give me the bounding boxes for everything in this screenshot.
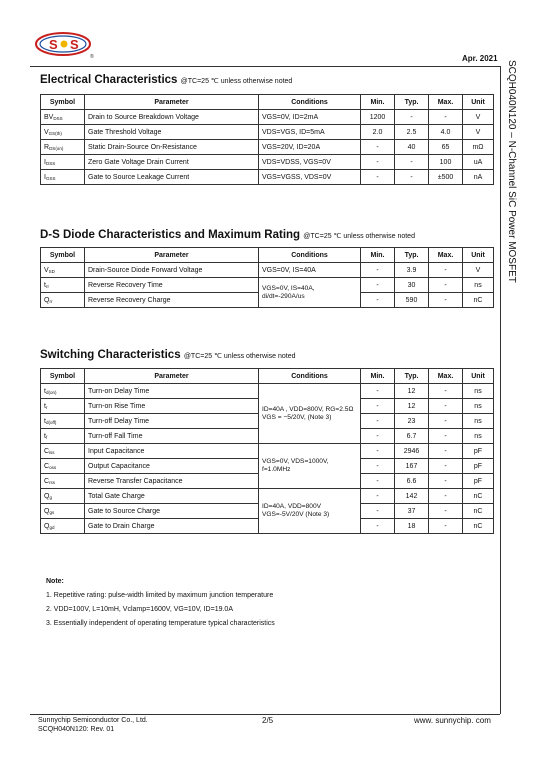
- symbol-letter: Q: [44, 522, 50, 530]
- symbol-subscript: iss: [49, 449, 55, 455]
- value-cell: -: [361, 155, 395, 170]
- value-cell: 100: [429, 155, 463, 170]
- condition-cell: VGS=VGSS, VDS=0V: [259, 170, 361, 185]
- parameter-cell: Drain-Source Diode Forward Voltage: [85, 263, 259, 278]
- column-header: Max.: [429, 369, 463, 384]
- condition-cell: VDS=VDSS, VGS=0V: [259, 155, 361, 170]
- symbol-cell: [41, 519, 85, 534]
- column-header: Min.: [361, 95, 395, 110]
- value-cell: ns: [463, 414, 494, 429]
- value-cell: -: [361, 263, 395, 278]
- symbol-subscript: oss: [49, 464, 57, 470]
- table-row: [41, 278, 494, 293]
- value-cell: 2.0: [361, 125, 395, 140]
- value-cell: -: [429, 444, 463, 459]
- condition-cell: ID=40A , VDD=800V, RG=2.5Ω VGS = −5/20V, (Note 3): [259, 384, 361, 444]
- note-item: 1. Repetitive rating: pulse-width limited by maximum junction temperature: [46, 592, 274, 599]
- symbol-letter: t: [44, 387, 46, 395]
- column-header: Conditions: [259, 369, 361, 384]
- symbol-cell: [41, 125, 85, 140]
- value-cell: nC: [463, 519, 494, 534]
- column-header: Typ.: [395, 95, 429, 110]
- value-cell: ns: [463, 399, 494, 414]
- symbol-letter: Q: [44, 507, 50, 515]
- notes: [46, 578, 275, 634]
- symbol-letter: V: [44, 128, 49, 136]
- symbol-letter: Q: [44, 492, 50, 500]
- document-date: Apr. 2021: [462, 54, 498, 63]
- symbol-letter: t: [44, 402, 46, 410]
- symbol-letter: t: [44, 432, 46, 440]
- column-header: Conditions: [259, 248, 361, 263]
- parameter-cell: Zero Gate Voltage Drain Current: [85, 155, 259, 170]
- column-header: Conditions: [259, 95, 361, 110]
- value-cell: -: [361, 293, 395, 308]
- parameter-cell: Drain to Source Breakdown Voltage: [85, 110, 259, 125]
- symbol-cell: [41, 278, 85, 293]
- value-cell: -: [361, 140, 395, 155]
- column-header: Min.: [361, 248, 395, 263]
- value-cell: 2.5: [395, 125, 429, 140]
- table-row: [41, 263, 494, 278]
- symbol-letter: V: [44, 266, 49, 274]
- symbol-cell: [41, 504, 85, 519]
- condition-cell: VGS=0V, ID=2mA: [259, 110, 361, 125]
- value-cell: -: [429, 519, 463, 534]
- symbol-subscript: SD: [48, 268, 55, 274]
- table-header-row: [41, 369, 494, 384]
- notes-title: Note:: [46, 578, 64, 585]
- value-cell: 12: [395, 399, 429, 414]
- column-header: Max.: [429, 95, 463, 110]
- table-row: [41, 155, 494, 170]
- column-header: Unit: [463, 95, 494, 110]
- symbol-cell: [41, 444, 85, 459]
- symbol-subscript: rss: [49, 479, 56, 485]
- table-header-row: [41, 248, 494, 263]
- column-header: Unit: [463, 369, 494, 384]
- value-cell: -: [429, 399, 463, 414]
- value-cell: V: [463, 263, 494, 278]
- symbol-letter: C: [44, 462, 50, 470]
- symbol-letter: t: [44, 281, 46, 289]
- column-header: Min.: [361, 369, 395, 384]
- parameter-cell: Reverse Recovery Charge: [85, 293, 259, 308]
- symbol-cell: [41, 429, 85, 444]
- condition-cell: VGS=0V, VDS=1000V, f=1.0MHz: [259, 444, 361, 489]
- value-cell: ns: [463, 384, 494, 399]
- parameter-cell: Output Capacitance: [85, 459, 259, 474]
- column-header: Typ.: [395, 248, 429, 263]
- value-cell: 167: [395, 459, 429, 474]
- switching-table: [40, 368, 494, 534]
- symbol-subscript: rr: [45, 283, 49, 289]
- symbol-cell: [41, 384, 85, 399]
- value-cell: 142: [395, 489, 429, 504]
- symbol-letter: t: [44, 417, 46, 425]
- section-title-electrical: Electrical Characteristics @TC=25 ℃ unless otherwise noted: [40, 74, 293, 86]
- value-cell: -: [361, 414, 395, 429]
- value-cell: -: [429, 459, 463, 474]
- column-header: Symbol: [41, 369, 85, 384]
- symbol-cell: [41, 140, 85, 155]
- table-row: [41, 110, 494, 125]
- value-cell: -: [361, 504, 395, 519]
- parameter-cell: Turn-on Rise Time: [85, 399, 259, 414]
- value-cell: pF: [463, 474, 494, 489]
- symbol-letter: Q: [44, 296, 50, 304]
- value-cell: 23: [395, 414, 429, 429]
- value-cell: 6.6: [395, 474, 429, 489]
- value-cell: 3.9: [395, 263, 429, 278]
- note-item: 2. VDD=100V, L=10mH, Vclamp=1600V, VG=10V, ID=19.0A: [46, 606, 233, 613]
- value-cell: -: [429, 278, 463, 293]
- parameter-cell: Gate to Source Leakage Current: [85, 170, 259, 185]
- column-header: Parameter: [85, 248, 259, 263]
- value-cell: 18: [395, 519, 429, 534]
- table-row: [41, 170, 494, 185]
- value-cell: -: [429, 384, 463, 399]
- value-cell: -: [361, 170, 395, 185]
- value-cell: -: [429, 414, 463, 429]
- value-cell: -: [395, 170, 429, 185]
- value-cell: 30: [395, 278, 429, 293]
- value-cell: -: [361, 429, 395, 444]
- symbol-subscript: f: [45, 434, 48, 440]
- section-title-diode: D-S Diode Characteristics and Maximum Rating @TC=25 ℃ unless otherwise noted: [40, 229, 415, 241]
- value-cell: -: [429, 474, 463, 489]
- value-cell: -: [429, 489, 463, 504]
- value-cell: nC: [463, 293, 494, 308]
- symbol-letter: I: [44, 173, 46, 181]
- value-cell: ns: [463, 429, 494, 444]
- condition-cell: VGS=20V, ID=20A: [259, 140, 361, 155]
- footer-rule: [30, 714, 500, 715]
- symbol-cell: [41, 489, 85, 504]
- section-title-switching: Switching Characteristics @TC=25 ℃ unless otherwise noted: [40, 349, 296, 361]
- value-cell: -: [429, 293, 463, 308]
- value-cell: -: [361, 474, 395, 489]
- table-row: [41, 140, 494, 155]
- side-rule: [500, 66, 501, 714]
- parameter-cell: Gate Threshold Voltage: [85, 125, 259, 140]
- parameter-cell: Reverse Transfer Capacitance: [85, 474, 259, 489]
- symbol-subscript: DS(on): [49, 145, 64, 151]
- value-cell: -: [361, 278, 395, 293]
- table-row: [41, 125, 494, 140]
- value-cell: nC: [463, 504, 494, 519]
- value-cell: -: [361, 384, 395, 399]
- value-cell: 65: [429, 140, 463, 155]
- electrical-table: [40, 94, 494, 185]
- company-name: Sunnychip Semiconductor Co., Ltd.: [38, 717, 148, 724]
- parameter-cell: Total Gate Charge: [85, 489, 259, 504]
- parameter-cell: Gate to Source Charge: [85, 504, 259, 519]
- value-cell: 37: [395, 504, 429, 519]
- symbol-subscript: GSS: [45, 175, 56, 181]
- value-cell: -: [361, 519, 395, 534]
- column-header: Parameter: [85, 369, 259, 384]
- parameter-cell: Turn-off Delay Time: [85, 414, 259, 429]
- symbol-cell: [41, 414, 85, 429]
- symbol-letter: I: [44, 158, 46, 166]
- value-cell: -: [361, 399, 395, 414]
- column-header: Max.: [429, 248, 463, 263]
- symbol-subscript: DSS: [45, 160, 56, 166]
- value-cell: -: [395, 155, 429, 170]
- value-cell: 6.7: [395, 429, 429, 444]
- value-cell: -: [361, 459, 395, 474]
- table-header-row: [41, 95, 494, 110]
- svg-text:®: ®: [90, 54, 94, 60]
- footer-left: [38, 716, 148, 734]
- table-row: [41, 444, 494, 459]
- symbol-subscript: rr: [49, 298, 53, 304]
- parameter-cell: Gate to Drain Charge: [85, 519, 259, 534]
- value-cell: uA: [463, 155, 494, 170]
- symbol-subscript: DSS: [53, 115, 63, 121]
- symbol-cell: [41, 459, 85, 474]
- value-cell: -: [361, 489, 395, 504]
- value-cell: -: [361, 444, 395, 459]
- condition-cell: VDS=VGS, ID=5mA: [259, 125, 361, 140]
- svg-text:S: S: [70, 37, 79, 52]
- value-cell: 40: [395, 140, 429, 155]
- sunnychip-logo: [34, 30, 96, 60]
- symbol-subscript: g: [49, 494, 52, 500]
- value-cell: pF: [463, 444, 494, 459]
- table-row: [41, 384, 494, 399]
- symbol-cell: [41, 110, 85, 125]
- value-cell: -: [429, 429, 463, 444]
- diode-table: [40, 247, 494, 308]
- value-cell: mΩ: [463, 140, 494, 155]
- note-item: 3. Essentially independent of operating temperature typical characteristics: [46, 620, 275, 627]
- symbol-letter: BV: [44, 113, 54, 121]
- value-cell: 12: [395, 384, 429, 399]
- parameter-cell: Reverse Recovery Time: [85, 278, 259, 293]
- symbol-subscript: gs: [49, 509, 55, 515]
- symbol-cell: [41, 474, 85, 489]
- value-cell: -: [429, 263, 463, 278]
- value-cell: ±500: [429, 170, 463, 185]
- symbol-cell: [41, 170, 85, 185]
- header-rule: [30, 66, 500, 67]
- value-cell: V: [463, 110, 494, 125]
- value-cell: nC: [463, 489, 494, 504]
- svg-text:S: S: [49, 37, 58, 52]
- value-cell: 590: [395, 293, 429, 308]
- column-header: Parameter: [85, 95, 259, 110]
- column-header: Typ.: [395, 369, 429, 384]
- parameter-cell: Turn-on Delay Time: [85, 384, 259, 399]
- side-title: SCQH040N120 – N-Channel SiC Power MOSFET: [506, 60, 517, 283]
- symbol-subscript: r: [45, 404, 48, 410]
- value-cell: nA: [463, 170, 494, 185]
- value-cell: -: [395, 110, 429, 125]
- parameter-cell: Turn-off Fall Time: [85, 429, 259, 444]
- symbol-cell: [41, 263, 85, 278]
- table-row: [41, 489, 494, 504]
- parameter-cell: Static Drain-Source On-Resistance: [85, 140, 259, 155]
- symbol-letter: C: [44, 477, 50, 485]
- symbol-subscript: d(on): [45, 389, 57, 395]
- value-cell: 4.0: [429, 125, 463, 140]
- symbol-subscript: GS(th): [48, 130, 62, 136]
- value-cell: ns: [463, 278, 494, 293]
- symbol-subscript: gd: [49, 524, 55, 530]
- value-cell: V: [463, 125, 494, 140]
- value-cell: 2946: [395, 444, 429, 459]
- condition-cell: VGS=0V, IS=40A, di/dt=-290A/us: [259, 278, 361, 308]
- condition-cell: VGS=0V, IS=40A: [259, 263, 361, 278]
- symbol-cell: [41, 293, 85, 308]
- website: www. sunnychip. com: [414, 716, 491, 725]
- symbol-cell: [41, 399, 85, 414]
- value-cell: -: [429, 504, 463, 519]
- column-header: Unit: [463, 248, 494, 263]
- symbol-letter: C: [44, 447, 50, 455]
- column-header: Symbol: [41, 95, 85, 110]
- symbol-cell: [41, 155, 85, 170]
- part-revision: SCQH040N120: Rev. 01: [38, 726, 115, 733]
- symbol-letter: R: [44, 143, 50, 151]
- column-header: Symbol: [41, 248, 85, 263]
- value-cell: -: [429, 110, 463, 125]
- value-cell: pF: [463, 459, 494, 474]
- symbol-subscript: d(off): [45, 419, 57, 425]
- page-number: 2/5: [262, 716, 274, 725]
- parameter-cell: Input Capacitance: [85, 444, 259, 459]
- value-cell: 1200: [361, 110, 395, 125]
- condition-cell: ID=40A, VDD=800V VGS=-5V/20V (Note 3): [259, 489, 361, 534]
